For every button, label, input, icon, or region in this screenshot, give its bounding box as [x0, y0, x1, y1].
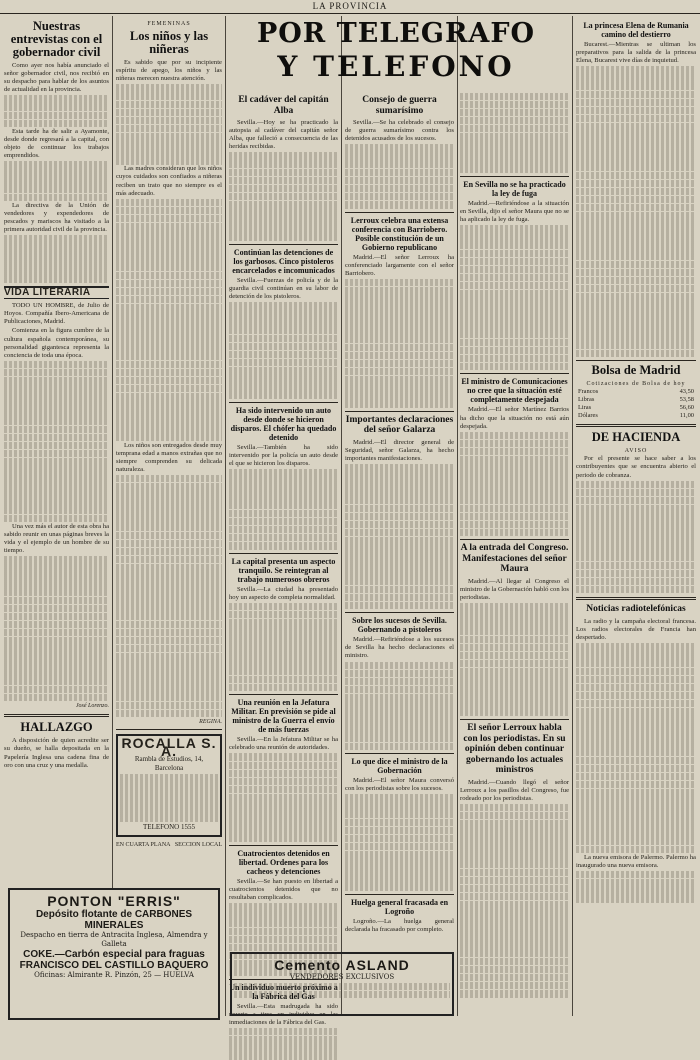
ad-line: Rambla de Estudios, 14, Barcelona: [134, 755, 204, 773]
headline: Un individuo muerto próximo a la Fábrica del Gas: [229, 982, 338, 1001]
table-row: [576, 412, 696, 420]
ad-line: Depósito flotante de CARBONES MINERALES: [35, 909, 193, 931]
headline: Sobre los sucesos de Sevilla. Gobernando a pistoleros: [352, 616, 447, 635]
ad-rocalla: [116, 734, 222, 836]
column-divider: [341, 16, 342, 1016]
paragraph: Madrid.—Refiriéndose a los sucesos de Sevilla ha hecho declaraciones el ministro.: [345, 636, 454, 660]
section-heading: VIDA LITERARIA: [4, 286, 109, 299]
paragraph: Los niños son entregados desde muy temprana edad a manos extrañas que no siempre comprenden su delicada naturaleza.: [116, 441, 222, 473]
paragraph: Sevilla.—Esta madrugada ha sido muerto a tiros un individuo en las inmediaciones de la Fábrica del Gas.: [229, 1002, 338, 1026]
paragraph: Bucarest.—Mientras se ultiman los preparativos para la salida de la princesa Elena, Bucarest vive días de inquietud.: [576, 41, 696, 65]
ad-title: PONTON "ERRIS": [47, 893, 181, 909]
paragraph: La radio y la campaña electoral francesa. Los radios electorales de Francia han despertado.: [576, 617, 696, 642]
paragraph: Una vez más el autor de esta obra ha sabido reunir en unas páginas breves la vida y el ejemplo de un hombre de su tiempo.: [4, 522, 109, 554]
ad-line: FRANCISCO DEL CASTILLO BAQUERO: [19, 960, 209, 971]
currency-label: Liras: [578, 404, 592, 412]
table-row: [576, 388, 696, 396]
headline: El señor Lerroux habla con los periodistas. En su opinión deben continuar gobernando los actuales ministros: [463, 723, 566, 775]
headline: En Sevilla no se ha practicado la ley de fuga: [463, 179, 566, 198]
paragraph: Sevilla.—Fuerzas de policía y de la guardia civil continúan en su labor de detención de los pistoleros.: [229, 276, 338, 301]
headline: Los niños y las niñeras: [129, 29, 209, 57]
column-3: [229, 92, 338, 1026]
ad-line: Despacho en tierra de Antracita Inglesa, Almendra y Galleta: [20, 931, 208, 948]
column-divider: [225, 16, 226, 1016]
headline: Ha sido intervenido un auto desde donde se hicieron disparos. El chófer ha quedado detenido: [230, 405, 337, 442]
ad-line: Oficinas: Almirante R. Pinzón, 25 — HUELVA: [34, 971, 194, 979]
paragraph: Por el presente se hace saber a los contribuyentes que se encuentra abierto el periodo de cobranza.: [576, 455, 696, 479]
paragraph: Las madres consideran que los niños cuyos cuidados son confiados a niñeras reciben un trato que no siempre es el más adecuado.: [116, 165, 222, 197]
banner-line: Y TELEFONO: [277, 50, 515, 83]
column-divider: [572, 16, 573, 1016]
headline: Una reunión en la Jefatura Militar. En previsión se pide al ministro de la Guerra el envío de más fuerzas: [231, 698, 336, 735]
ad-title: Cemento ASLAND: [274, 957, 410, 973]
column-5: [460, 92, 569, 1017]
paragraph: Madrid.—El director general de Seguridad, señor Galarza, ha hecho importantes manifestaciones.: [345, 438, 454, 462]
currency-value: 43,50: [679, 388, 694, 396]
headline: La capital presenta un aspecto tranquilo. Se reintegran al trabajo numerosos obreros: [231, 556, 336, 584]
footer-note: EN CUARTA PLANA: [116, 841, 171, 848]
paragraph: Madrid.—Refiriéndose a la situación en Sevilla, dijo el señor Maura que no se ha aplicado la ley de fuga.: [460, 199, 569, 224]
paragraph: Como ayer nos había anunciado el señor gobernador civil, nos recibió en su despacho para hablar de los asuntos de actualidad en la provincia.: [4, 62, 109, 94]
signature: REGINA.: [199, 719, 222, 726]
section-kicker: AVISO: [624, 448, 648, 455]
column-1: [4, 18, 109, 1020]
paragraph: Sevilla.—En la Jefatura Militar se ha celebrado una reunión de autoridades.: [229, 736, 338, 752]
headline: A la entrada del Congreso. Manifestaciones del señor Maura: [460, 543, 569, 575]
table-row: [576, 404, 696, 412]
paragraph: Sevilla.—También ha sido intervenido por la policía un auto desde el que se hicieron los disparos.: [229, 443, 338, 467]
paragraph: Madrid.—El señor Martínez Barrios ha dicho que la situación no está aún despejada.: [460, 406, 569, 430]
headline: Bolsa de Madrid: [591, 363, 681, 378]
table-caption: Cotizaciones de Bolsa de hoy: [586, 381, 686, 388]
paragraph: Sevilla.—La ciudad ha presentado hoy un aspecto de completa normalidad.: [229, 585, 338, 601]
headline: Nuestras entrevistas con el gobernador civil: [10, 19, 103, 59]
footer-note: SECCION LOCAL: [174, 841, 222, 848]
table-row: [576, 396, 696, 404]
signature: José Lorenzo.: [75, 703, 109, 710]
headline: Huelga general fracasada en Logroño: [350, 897, 449, 916]
headline: Importantes declaraciones del señor Galarza: [345, 414, 454, 436]
currency-value: 53,58: [679, 396, 694, 404]
headline: Lerroux celebra una extensa conferencia con Barriobero. Posible constitución de un Gobierno republicano: [350, 215, 449, 252]
column-divider: [457, 16, 458, 1016]
ad-line: COKE.—Carbón especial para fraguas: [23, 949, 205, 960]
paragraph: Sevilla.—Hoy se ha practicado la autopsia al cadáver del capitán señor Alba, que falleció a consecuencia de las heridas recibidas.: [229, 119, 338, 151]
paragraph: La nueva emisora de Palermo. Palermo ha inaugurado una nueva emisora.: [576, 853, 696, 869]
headline: Continúan las detenciones de los garbosos. Cinco pistoleros encarcelados e incomunicados: [232, 247, 335, 275]
ad-title: ROCALLA S. A.: [121, 735, 217, 760]
headline: El ministro de Comunicaciones no cree que la situación esté completamente despejada: [461, 377, 568, 405]
headline: El cadáver del capitán Alba: [238, 95, 329, 116]
paragraph: Madrid.—El señor Maura conversó con los periodistas sobre los sucesos.: [345, 777, 454, 793]
paragraph: Madrid.—Al llegar al Congreso el ministro de la Gobernación habló con los periodistas.: [460, 577, 569, 602]
paragraph: Madrid.—El señor Lerroux ha conferenciado largamente con el señor Barriobero.: [345, 253, 454, 277]
currency-label: Dólares: [578, 412, 598, 420]
exchange-table: [576, 388, 696, 420]
paragraph: TODO UN HOMBRE, de Julio de Hoyos. Compañía Ibero-Americana de Publicaciones, Madrid.: [4, 302, 109, 326]
headline: HALLAZGO: [20, 720, 93, 735]
paragraph: Sevilla.—Se ha celebrado el consejo de guerra sumarísimo contra los detenidos acusados de los sucesos.: [345, 119, 454, 143]
currency-label: Libras: [578, 396, 595, 404]
masthead: [0, 0, 700, 14]
paragraph: La directiva de la Unión de vendedores y expendedores de pescados y mariscos ha visitado a la primera autoridad civil de la provincia.: [4, 201, 109, 233]
ad-line: VENDEDORES EXCLUSIVOS: [289, 973, 395, 981]
column-6: [576, 18, 696, 1020]
banner-headline: [226, 18, 566, 98]
ad-line: TELEFONO 1555: [143, 822, 195, 831]
headline: Cuatrocientos detenidos en libertad. Ordenes para los cacheos y detenciones: [237, 848, 330, 876]
paragraph: Esta tarde ha de salir a Ayamonte, desde donde regresará a la capital, con objeto de continuar los trabajos emprendidos.: [4, 127, 109, 160]
headline: Noticias radiotelefónicas: [586, 604, 686, 615]
paragraph: A disposición de quien acredite ser su dueño, se halla depositada en la Papelería Inglesa una cadena fina de oro con una cruz y una medalla.: [4, 737, 109, 769]
column-divider: [112, 16, 113, 1016]
headline: DE HACIENDA: [591, 430, 681, 445]
headline: Consejo de guerra sumarísimo: [362, 95, 437, 116]
section-kicker: FEMENINAS: [147, 21, 191, 27]
column-2: [116, 18, 222, 878]
paragraph: Madrid.—Cuando llegó el señor Lerroux a los pasillos del Congreso, fue rodeado por los periodistas.: [460, 778, 569, 802]
banner-line: POR TELEGRAFO: [256, 18, 536, 49]
column-4: [345, 92, 454, 942]
paragraph: Sevilla.—Se han puesto en libertad a cuatrocientos detenidos que no resultaban complicados.: [229, 877, 338, 902]
ad-ponton: [8, 888, 220, 1020]
currency-value: 11,00: [679, 412, 694, 420]
currency-label: Francos: [578, 388, 599, 396]
currency-value: 56,60: [679, 404, 694, 412]
headline: Lo que dice el ministro de la Gobernación: [351, 757, 448, 776]
paragraph: Comienza en la figura cumbre de la cultura española contemporánea, su personalidad gigantesca representa la conciencia de toda una época.: [4, 327, 109, 359]
paragraph: Logroño.—La huelga general declarada ha fracasado por completo.: [345, 917, 454, 933]
ad-cemento: [230, 952, 454, 1016]
headline: La princesa Elena de Rumania camino del destierro: [583, 21, 689, 39]
paragraph: Es sabido que por su incipiente espíritu de apego, los niños y las niñeras merecen nuestra atención.: [116, 59, 222, 83]
paper-name: LA PROVINCIA: [312, 1, 388, 11]
